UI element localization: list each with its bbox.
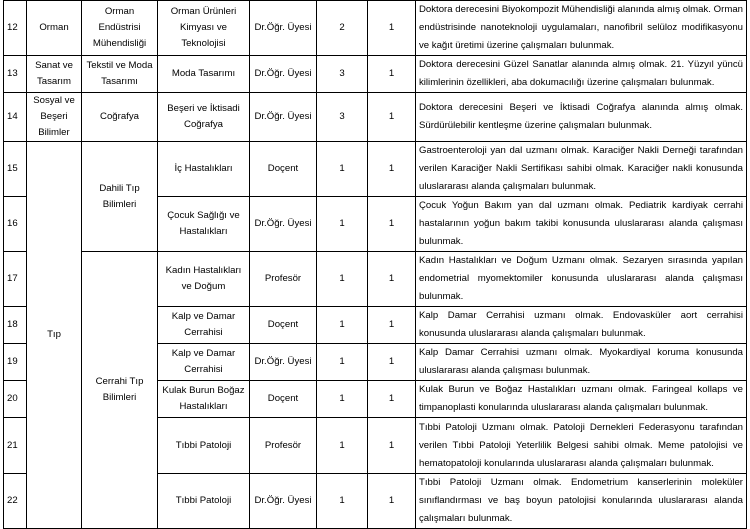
subdepartment-cell: Beşeri ve İktisadi Coğrafya — [158, 93, 250, 142]
title-cell: Dr.Öğr. Üyesi — [250, 1, 317, 56]
degree-cell: 1 — [368, 381, 416, 418]
title-cell: Dr.Öğr. Üyesi — [250, 197, 317, 252]
title-cell: Profesör — [250, 252, 317, 307]
count-cell: 1 — [317, 307, 368, 344]
row-number: 18 — [4, 307, 27, 344]
department-cell: Orman Endüstrisi Mühendisliği — [82, 1, 158, 56]
subdepartment-cell: İç Hastalıkları — [158, 142, 250, 197]
row-number: 12 — [4, 1, 27, 56]
title-cell: Doçent — [250, 307, 317, 344]
title-cell: Dr.Öğr. Üyesi — [250, 344, 317, 381]
degree-cell: 1 — [368, 418, 416, 474]
subdepartment-cell: Orman Ürünleri Kimyası ve Teknolojisi — [158, 1, 250, 56]
field-cell: Sosyal ve Beşeri Bilimler — [27, 93, 82, 142]
field-cell-tip: Tıp — [27, 142, 82, 529]
table-row — [4, 252, 747, 307]
title-cell: Profesör — [250, 418, 317, 474]
count-cell: 2 — [317, 1, 368, 56]
row-number: 15 — [4, 142, 27, 197]
table-row — [4, 142, 747, 197]
degree-cell: 1 — [368, 1, 416, 56]
row-number: 20 — [4, 381, 27, 418]
subdepartment-cell: Kalp ve Damar Cerrahisi — [158, 307, 250, 344]
title-cell: Dr.Öğr. Üyesi — [250, 474, 317, 529]
department-cell: Coğrafya — [82, 93, 158, 142]
description-cell: Kalp Damar Cerrahisi uzmanı olmak. Endovasküler aort cerrahisi konusunda uluslararası alanda çalışmaları bulunmak. — [416, 307, 747, 344]
description-cell: Doktora derecesini Biyokompozit Mühendisliği alanında almış olmak. Orman endüstrisinde nanoteknoloji uygulamaları, nanofibril selüloz modifikasyonu ve kağıt üretimi üzerine çalışmaları bulunmak. — [416, 1, 747, 56]
table-row — [4, 93, 747, 142]
count-cell: 1 — [317, 252, 368, 307]
row-number: 22 — [4, 474, 27, 529]
degree-cell: 1 — [368, 142, 416, 197]
degree-cell: 1 — [368, 344, 416, 381]
field-cell: Orman — [27, 1, 82, 56]
count-cell: 1 — [317, 418, 368, 474]
department-cell: Tekstil ve Moda Tasarımı — [82, 56, 158, 93]
subdepartment-cell: Çocuk Sağlığı ve Hastalıkları — [158, 197, 250, 252]
title-cell: Doçent — [250, 142, 317, 197]
row-number: 21 — [4, 418, 27, 474]
row-number: 16 — [4, 197, 27, 252]
count-cell: 1 — [317, 344, 368, 381]
subdepartment-cell: Moda Tasarımı — [158, 56, 250, 93]
count-cell: 3 — [317, 93, 368, 142]
field-cell: Sanat ve Tasarım — [27, 56, 82, 93]
description-cell: Doktora derecesini Beşeri ve İktisadi Coğrafya alanında almış olmak. Sürdürülebilir kentleşme üzerine çalışmaları bulunmak. — [416, 93, 747, 142]
degree-cell: 1 — [368, 307, 416, 344]
subdepartment-cell: Tıbbi Patoloji — [158, 418, 250, 474]
department-cell-dahili: Dahili Tıp Bilimleri — [82, 142, 158, 252]
subdepartment-cell: Kalp ve Damar Cerrahisi — [158, 344, 250, 381]
degree-cell: 1 — [368, 93, 416, 142]
title-cell: Dr.Öğr. Üyesi — [250, 93, 317, 142]
degree-cell: 1 — [368, 474, 416, 529]
count-cell: 1 — [317, 474, 368, 529]
description-cell: Kadın Hastalıkları ve Doğum Uzmanı olmak. Sezaryen sırasında yapılan endometrial myomektomiler konusunda uluslararası alanda çalışması bulunmak. — [416, 252, 747, 307]
row-number: 19 — [4, 344, 27, 381]
subdepartment-cell: Kadın Hastalıkları ve Doğum — [158, 252, 250, 307]
degree-cell: 1 — [368, 56, 416, 93]
table-row — [4, 1, 747, 56]
description-cell: Gastroenteroloji yan dal uzmanı olmak. Karaciğer Nakli Derneği tarafından verilen Karaciğer Nakli Sertifikası sahibi olmak. Karaciğer nakli konusunda uluslararası alanda çalışmaları bulunmak. — [416, 142, 747, 197]
description-cell: Kulak Burun ve Boğaz Hastalıkları uzmanı olmak. Faringeal kollaps ve timpanoplasti konularında uluslararası alanda çalışmaları bulunmak. — [416, 381, 747, 418]
degree-cell: 1 — [368, 252, 416, 307]
description-cell: Kalp Damar Cerrahisi uzmanı olmak. Myokardiyal koruma konusunda uluslararası alanda çalışması bulunmak. — [416, 344, 747, 381]
description-cell: Çocuk Yoğun Bakım yan dal uzmanı olmak. Pediatrik kardiyak cerrahi hastalarının yoğun bakım takibi konusunda uluslararası alanda çalışması bulunmak. — [416, 197, 747, 252]
description-cell: Tıbbi Patoloji Uzmanı olmak. Patoloji Dernekleri Federasyonu tarafından verilen Tıbbi Patoloji Yeterlilik Belgesi sahibi olmak. Meme patolojisi ve hematopatoloji konularında uluslararası alanda çalışmaları bulunmak. — [416, 418, 747, 474]
subdepartment-cell: Kulak Burun Boğaz Hastalıkları — [158, 381, 250, 418]
count-cell: 1 — [317, 197, 368, 252]
count-cell: 1 — [317, 381, 368, 418]
subdepartment-cell: Tıbbi Patoloji — [158, 474, 250, 529]
row-number: 17 — [4, 252, 27, 307]
row-number: 14 — [4, 93, 27, 142]
title-cell: Dr.Öğr. Üyesi — [250, 56, 317, 93]
description-cell: Doktora derecesini Güzel Sanatlar alanında almış olmak. 21. Yüzyıl yüncü kilimlerinin özellikleri, aba dokumacılığı üzerine çalışmaları bulunmak. — [416, 56, 747, 93]
table-row — [4, 56, 747, 93]
positions-table — [3, 0, 747, 529]
count-cell: 3 — [317, 56, 368, 93]
row-number: 13 — [4, 56, 27, 93]
department-cell-cerrahi: Cerrahi Tıp Bilimleri — [82, 252, 158, 529]
count-cell: 1 — [317, 142, 368, 197]
degree-cell: 1 — [368, 197, 416, 252]
description-cell: Tıbbi Patoloji Uzmanı olmak. Endometrium kanserlerinin moleküler sınıflandırması ve baş boyun patolojisi konularında uluslararası alanda çalışmaları bulunmak. — [416, 474, 747, 529]
title-cell: Doçent — [250, 381, 317, 418]
